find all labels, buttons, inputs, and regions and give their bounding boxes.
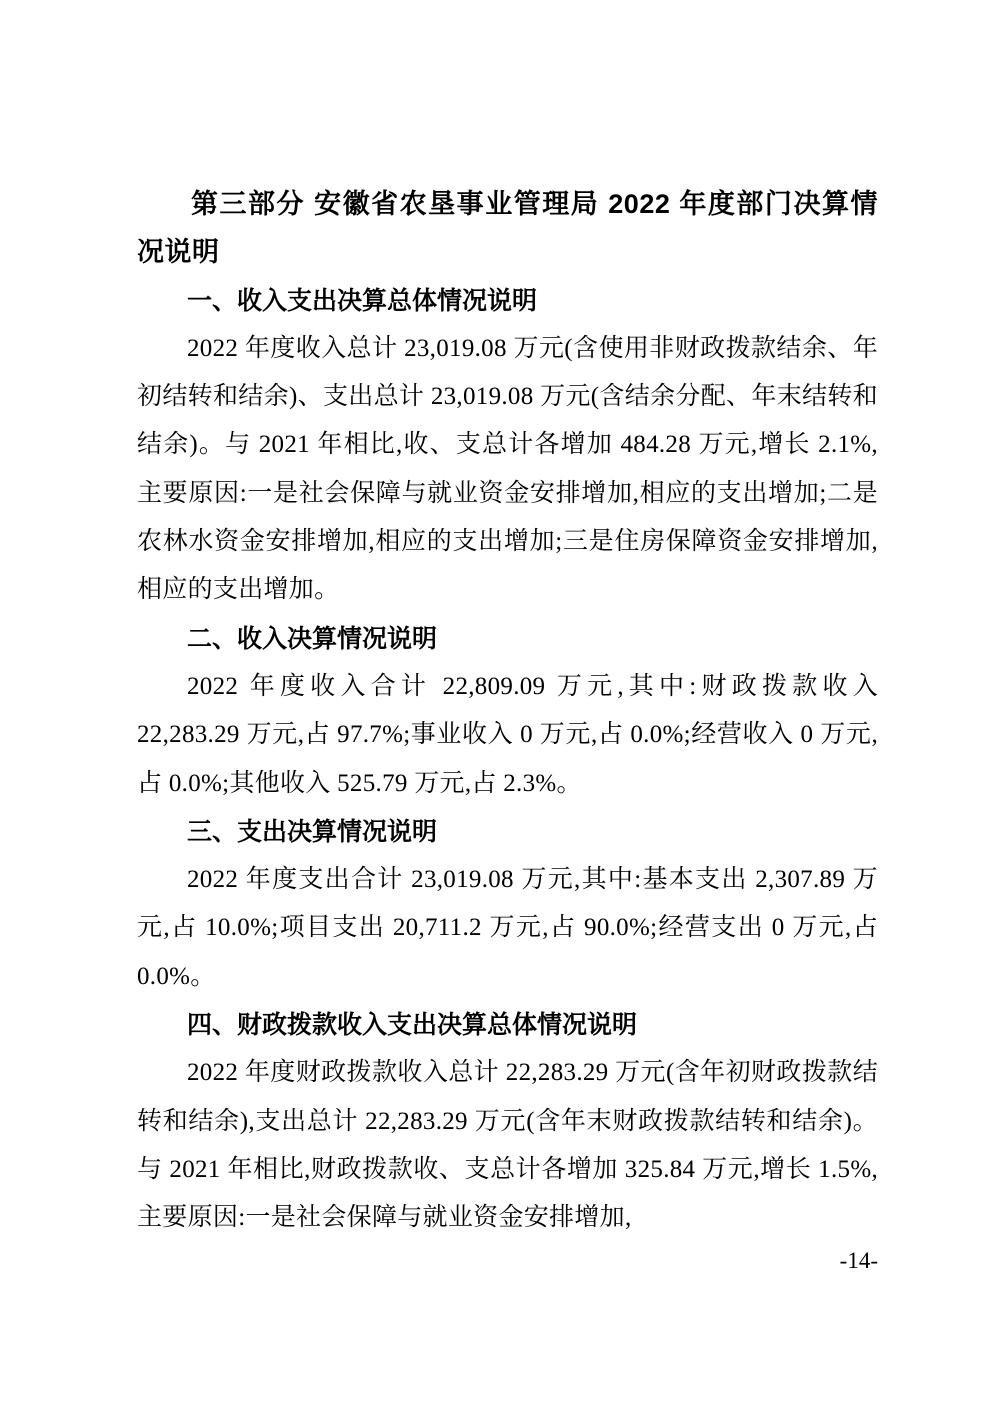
section-3-paragraph: 2022 年度支出合计 23,019.08 万元,其中:基本支出 2,307.89 万元,占 10.0%;项目支出 20,711.2 万元,占 90.0%;经营支出 0 万元,占 0.0%。 bbox=[137, 866, 878, 990]
section-heading-1: 一、收入支出决算总体情况说明 bbox=[187, 286, 538, 315]
document-content bbox=[137, 180, 878, 1243]
section-heading-2: 二、收入决算情况说明 bbox=[187, 624, 438, 653]
document-title: 第三部分 安徽省农垦事业管理局 2022 年度部门决算情况说明 bbox=[137, 189, 878, 268]
section-1-paragraph: 2022 年度收入总计 23,019.08 万元(含使用非财政拨款结余、年初结转和结余)、支出总计 23,019.08 万元(含结余分配、年末结转和结余)。与 2021 年相比,收、支总计各增加 484.28 万元,增长 2.1%,主要原因:一是社会保障与就业资金安排增加,相应的支出增加;二是农林水资金安排增加,相应的支出增加;三是住房保障资金安排增加,相应的支出增加。 bbox=[137, 334, 878, 604]
section-4-paragraph: 2022 年度财政拨款收入总计 22,283.29 万元(含年初财政拨款结转和结余),支出总计 22,283.29 万元(含年末财政拨款结转和结余)。与 2021 年相比,财政拨款收、支总计各增加 325.84 万元,增长 1.5%,主要原因:一是社会保障与就业资金安排增加, bbox=[137, 1059, 878, 1232]
section-heading-3: 三、支出决算情况说明 bbox=[187, 817, 438, 846]
section-heading-4: 四、财政拨款收入支出决算总体情况说明 bbox=[187, 1011, 638, 1040]
section-2-paragraph: 2022 年度收入合计 22,809.09 万元,其中:财政拨款收入 22,283.29 万元,占 97.7%;事业收入 0 万元,占 0.0%;经营收入 0 万元,占 0.0%;其他收入 525.79 万元,占 2.3%。 bbox=[137, 672, 878, 797]
page-number: -14- bbox=[839, 1248, 878, 1273]
